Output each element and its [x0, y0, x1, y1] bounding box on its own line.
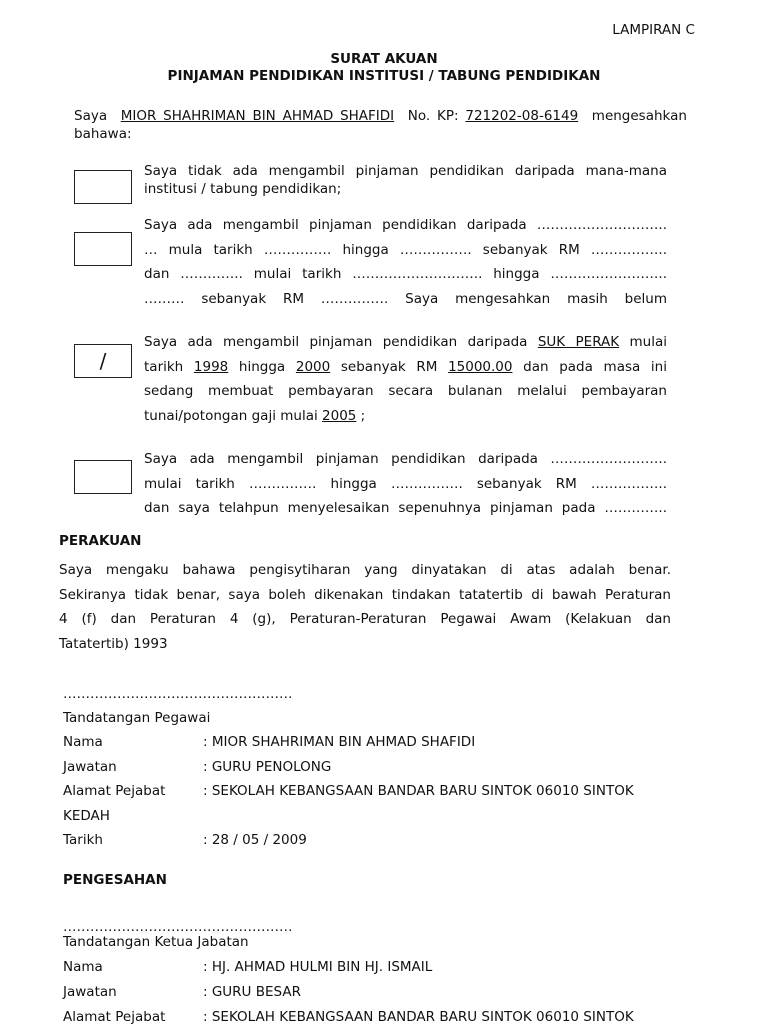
option-2-line-4: ……… sebanyak RM …………… Saya mengesahkan masih belum [144, 290, 667, 307]
option-1-text [144, 163, 667, 199]
name-value: : MIOR SHAHRIMAN BIN AHMAD SHAFIDI [203, 734, 476, 750]
perakuan-heading: PERAKUAN [59, 533, 142, 549]
ketua-signature-label: Tandatangan Ketua Jabatan [63, 934, 249, 950]
pegawai-office-row [63, 779, 634, 804]
option-2-line-1: Saya ada mengambil pinjaman pendidikan daripada ……………………….. [144, 217, 667, 233]
loan-to-year: 2000 [295, 358, 331, 375]
perakuan-text [59, 558, 671, 652]
kp-number: 721202-08-6149 [465, 108, 579, 124]
post-value: : GURU BESAR [203, 984, 301, 1000]
repayment-start-year: 2005 [322, 407, 357, 424]
option-1-line-1: Saya tidak ada mengambil pinjaman pendidikan daripada mana-mana [144, 163, 667, 179]
post-value: : GURU PENOLONG [203, 759, 332, 775]
name-label: Nama [63, 959, 103, 975]
option-4-line-2: mulai tarikh …………… hingga ……………. sebanyak RM …………….. [144, 475, 667, 492]
office-label: Alamat Pejabat [63, 1009, 166, 1025]
option-3-line-2: tarikh 1998 hingga 2000 sebanyak RM 15000.00 dan pada masa ini [144, 358, 667, 375]
name-label: Nama [63, 734, 103, 750]
perakuan-line-2: Sekiranya tidak benar, saya boleh dikenakan tindakan tatatertib di bawah Peraturan [59, 586, 671, 603]
perakuan-line-3: 4 (f) dan Peraturan 4 (g), Peraturan-Peraturan Pegawai Awam (Kelakuan dan [59, 611, 671, 627]
office-value: : SEKOLAH KEBANGSAAN BANDAR BARU SINTOK 06010 SINTOK [203, 783, 634, 799]
loan-from-year: 1998 [193, 358, 229, 375]
option-4-text [144, 447, 667, 523]
pengesahan-heading: PENGESAHAN [63, 872, 167, 888]
ketua-signature-line: …………………………………………… [63, 919, 293, 935]
option-1-line-2: institusi / tabung pendidikan; [144, 180, 342, 197]
intro-line [74, 107, 687, 125]
option-3-line-1: Saya ada mengambil pinjaman pendidikan daripada SUK PERAK mulai [144, 334, 667, 350]
ketua-office-row [63, 1005, 634, 1030]
declarant-name: MIOR SHAHRIMAN BIN AHMAD SHAFIDI [120, 108, 395, 124]
title-line-2: PINJAMAN PENDIDIKAN INSTITUSI / TABUNG PENDIDIKAN [167, 68, 601, 84]
name-value: : HJ. AHMAD HULMI BIN HJ. ISMAIL [203, 959, 433, 975]
option-4-line-3: dan saya telahpun menyelesaikan sepenuhnya pinjaman pada ………….. [144, 500, 667, 516]
perakuan-line-1: Saya mengaku bahawa pengisytiharan yang dinyatakan di atas adalah benar. [59, 562, 671, 578]
post-label: Jawatan [63, 759, 117, 775]
title-line-1: SURAT AKUAN [330, 51, 438, 67]
option-2-checkbox[interactable] [74, 232, 132, 266]
post-label: Jawatan [63, 984, 117, 1000]
option-4-line-1: Saya ada mengambil pinjaman pendidikan daripada …………………….. [144, 451, 667, 467]
date-value: : 28 / 05 / 2009 [203, 832, 307, 848]
pegawai-date-row [63, 828, 307, 853]
pegawai-office-row-2: KEDAH [63, 808, 110, 824]
option-4-checkbox[interactable] [74, 460, 132, 494]
pegawai-block [0, 680, 768, 848]
option-2-text [144, 213, 667, 323]
option-3-text [144, 330, 667, 430]
office-label: Alamat Pejabat [63, 783, 166, 799]
option-3-line-4: tunai/potongan gaji mulai 2005 ; [144, 407, 366, 424]
kp-label: No. KP: [407, 108, 459, 124]
option-3-checkbox[interactable]: / [74, 344, 132, 378]
intro-bahawa: bahawa: [74, 126, 132, 142]
option-2-line-3: dan ………….. mulai tarikh ……………………….. hingga …………………….. [144, 266, 667, 282]
pegawai-name-row [63, 730, 475, 755]
option-1-checkbox[interactable] [74, 170, 132, 204]
option-2-line-2: … mula tarikh …………… hingga ……………. sebanyak RM …………….. [144, 241, 667, 258]
office-value: : SEKOLAH KEBANGSAAN BANDAR BARU SINTOK 06010 SINTOK [203, 1009, 634, 1025]
date-label: Tarikh [63, 832, 103, 848]
pegawai-post-row [63, 755, 331, 780]
pegawai-signature-line: …………………………………………… [63, 686, 293, 702]
intro-mengesahkan: mengesahkan [591, 108, 687, 124]
pengesahan-block [0, 915, 768, 1024]
ketua-post-row [63, 980, 301, 1005]
option-3-line-3: sedang membuat pembayaran secara bulanan melalui pembayaran [144, 383, 667, 399]
loan-amount: 15000.00 [448, 358, 513, 375]
perakuan-line-4: Tatatertib) 1993 [59, 635, 168, 652]
intro-saya: Saya [74, 108, 108, 124]
pegawai-signature-label: Tandatangan Pegawai [63, 710, 211, 726]
appendix-label: LAMPIRAN C [612, 22, 695, 38]
institution-name: SUK PERAK [537, 334, 620, 350]
ketua-name-row [63, 955, 432, 980]
document-title [0, 51, 768, 85]
